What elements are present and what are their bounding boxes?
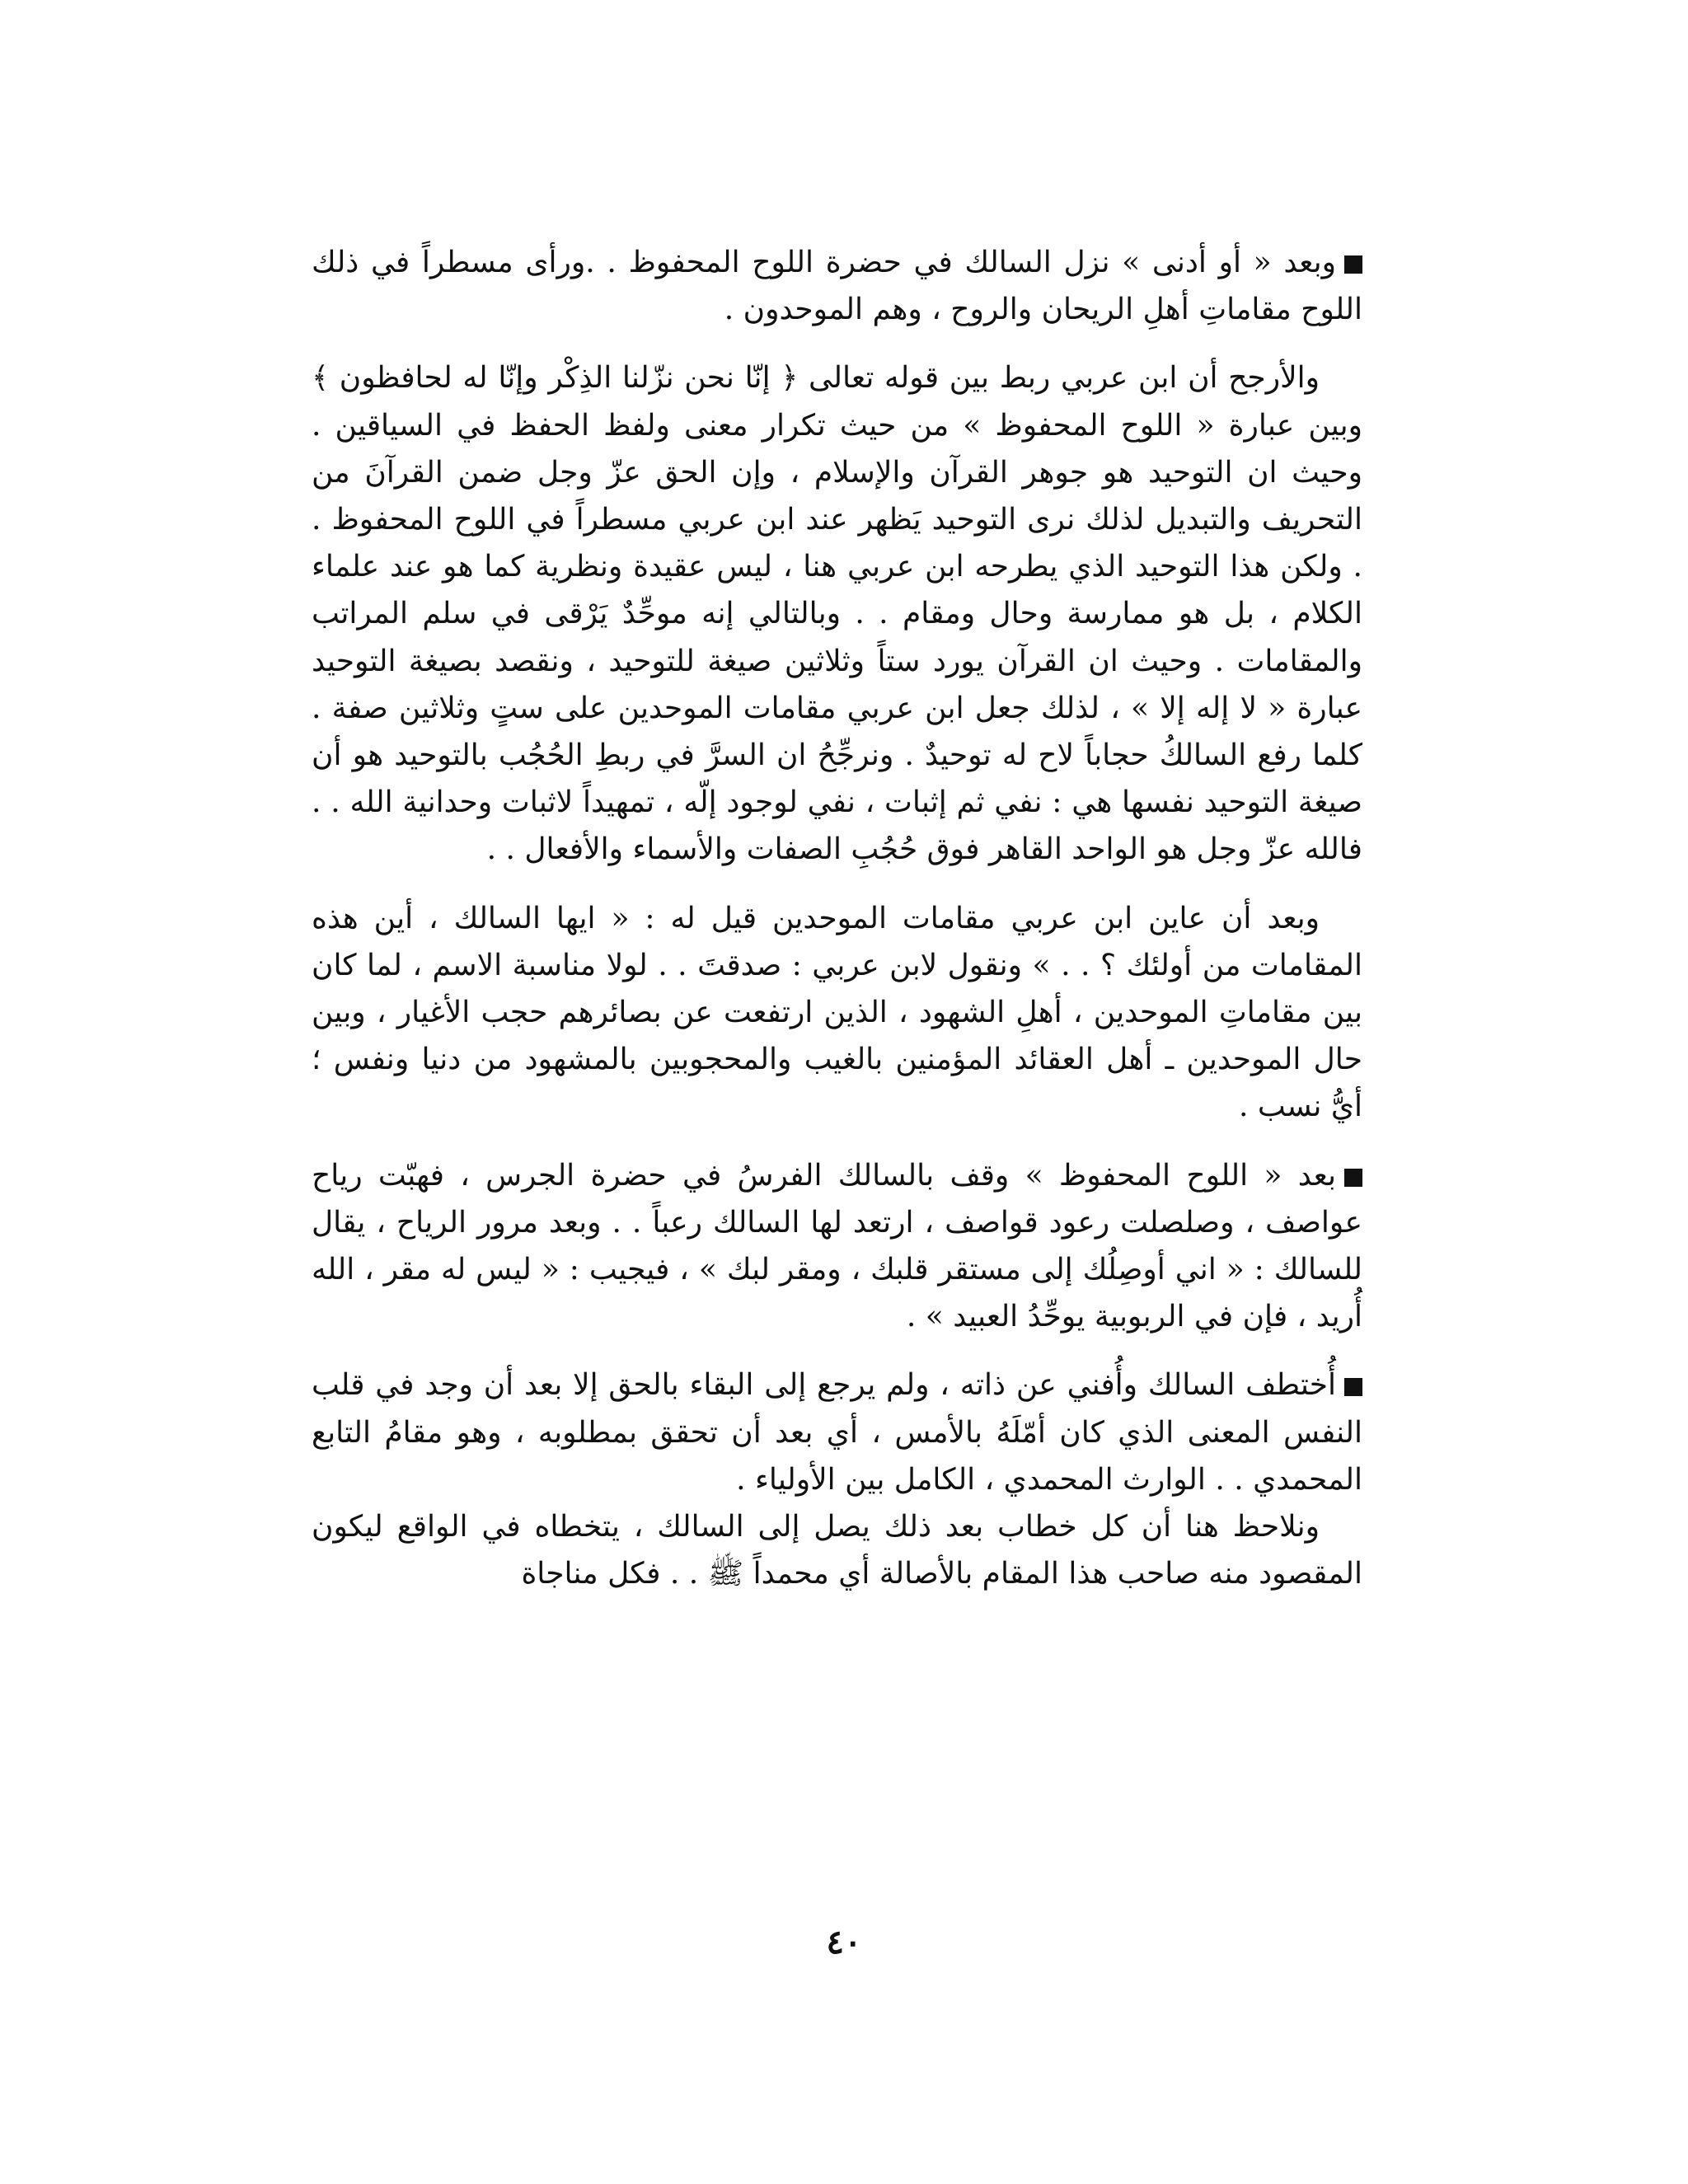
paragraph-2 [312, 354, 1362, 873]
paragraph-1 [312, 239, 1362, 333]
paragraph-6-text: ونلاحظ هنا أن كل خطاب بعد ذلك يصل إلى السالك ، يتخطاه في الواقع ليكون المقصود منه صاحب هذا المقام بالأصالة أي محمداً ﷺ . . فكل مناجاة [312, 1510, 1362, 1591]
paragraph-4 [312, 1152, 1362, 1341]
square-bullet-icon [1344, 255, 1362, 274]
square-bullet-icon [1344, 1378, 1362, 1396]
page-number: ٤٠ [826, 1923, 862, 1961]
paragraph-gap [312, 1340, 1362, 1361]
paragraph-6 [312, 1503, 1362, 1597]
paragraph-5-text: أُختطف السالك وأُفني عن ذاته ، ولم يرجع إلى البقاء بالحق إلا بعد أن وجد في قلب النفس المعنى الذي كان أمّلَهُ بالأمس ، أي بعد أن تحقق بمطلوبه ، وهو مقامُ التابع المحمدي . . الوارث المحمدي ، الكامل بين الأولياء . [312, 1368, 1362, 1497]
paragraph-3 [312, 895, 1362, 1131]
paragraph-gap [312, 333, 1362, 354]
paragraph-4-text: بعد « اللوح المحفوظ » وقف بالسالك الفرسُ في حضرة الجرس ، فهبّت رياح عواصف ، وصلصلت رعود قواصف ، ارتعد لها السالك رعباً . . وبعد مرور الرياح ، يقال للسالك : « اني أوصِلُك إلى مستقر قلبك ، ومقر لبك » ، فيجيب : « ليس له مقر ، الله أُريد ، فإن في الربوبية يوحِّدُ العبيد » . [312, 1158, 1363, 1334]
paragraph-1-text: وبعد « أو أدنى » نزل السالك في حضرة اللوح المحفوظ . .ورأى مسطراً في ذلك اللوح مقاماتِ أهلِ الريحان والروح ، وهم الموحدون . [312, 246, 1362, 327]
paragraph-gap [312, 874, 1362, 895]
paragraph-5 [312, 1361, 1362, 1503]
text-body [312, 239, 1362, 1597]
paragraph-3-text: وبعد أن عاين ابن عربي مقامات الموحدين قيل له : « ايها السالك ، أين هذه المقامات من أولئك ؟ . . » ونقول لابن عربي : صدقتَ . . لولا مناسبة الاسم ، لما كان بين مقاماتِ الموحدين ، أهلِ الشهود ، الذين ارتفعت عن بصائرهم حجب الأغيار ، وبين حال الموحدين ـ أهل العقائد المؤمنين بالغيب والمحجوبين بالمشهود من دنيا ونفس ؛ أيُّ نسب . [312, 901, 1362, 1124]
paragraph-gap [312, 1131, 1362, 1152]
square-bullet-icon [1344, 1169, 1362, 1187]
paragraph-2-text: والأرجح أن ابن عربي ربط بين قوله تعالى ﴿ إنّا نحن نزّلنا الذِكْر وإنّا له لحافظون ﴾ وبين عبارة « اللوح المحفوظ » من حيث تكرار معنى ولفظ الحفظ في السياقين . وحيث ان التوحيد هو جوهر القرآن والإسلام ، وإن الحق عزّ وجل ضمن القرآنَ من التحريف والتبديل لذلك نرى التوحيد يَظهر عند ابن عربي مسطراً في اللوح المحفوظ . . ولكن هذا التوحيد الذي يطرحه ابن عربي هنا ، ليس عقيدة ونظرية كما هو عند علماء الكلام ، بل هو ممارسة وحال ومقام . . وبالتالي إنه موحِّدٌ يَرْقى في سلم المراتب والمقامات . وحيث ان القرآن يورد ستاً وثلاثين صيغة للتوحيد ، ونقصد بصيغة التوحيد عبارة « لا إله إلا » ، لذلك جعل ابن عربي مقامات الموحدين على ستٍ وثلاثين صفة . كلما رفع السالكُ حجاباً لاح له توحيدٌ . ونرجِّحُ ان السرَّ في ربطِ الحُجُب بالتوحيد هو أن صيغة التوحيد نفسها هي : نفي ثم إثبات ، نفي لوجود إلّه ، تمهيداً لاثبات وحدانية الله . . فالله عزّ وجل هو الواحد القاهر فوق حُجُبِ الصفات والأسماء والأفعال . . [312, 361, 1362, 867]
